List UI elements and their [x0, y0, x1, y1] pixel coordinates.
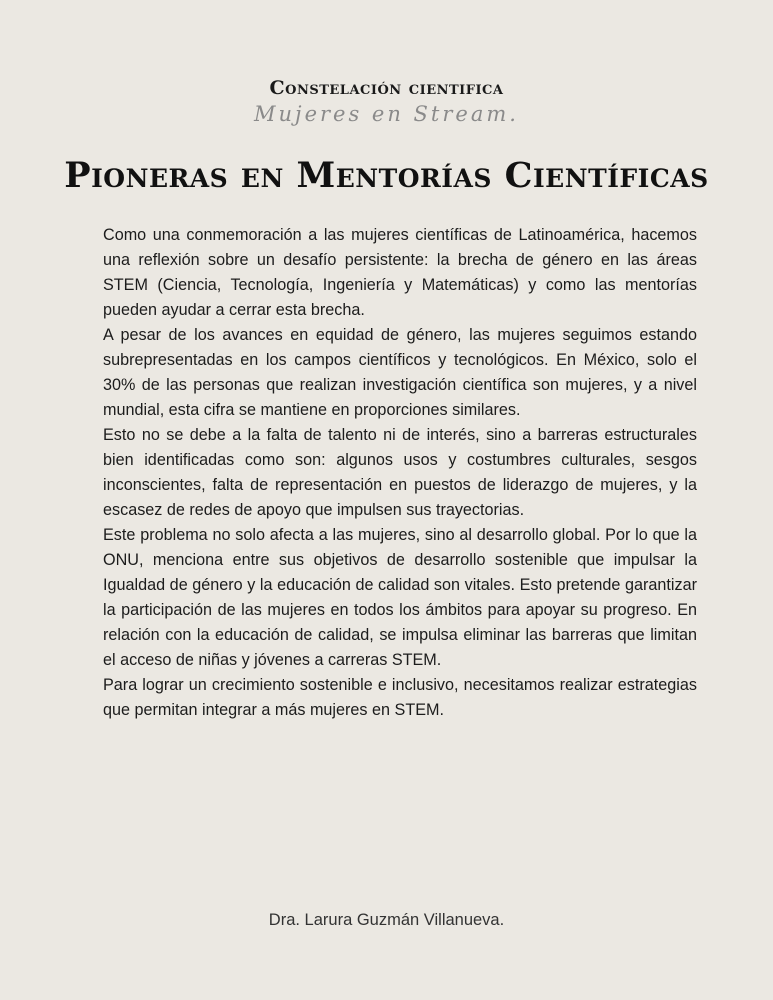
paragraph: Para lograr un crecimiento sostenible e inclusivo, necesitamos realizar estrategias que permitan integrar a más mujeres en STEM. — [103, 676, 697, 719]
document-header — [0, 76, 773, 128]
brand-name: Constelación cientifica — [269, 77, 504, 99]
tagline: Mujeres en Stream. — [254, 102, 519, 126]
author-signature: Dra. Larura Guzmán Villanueva. — [268, 911, 505, 929]
paragraph: A pesar de los avances en equidad de género, las mujeres seguimos estando subrepresentadas en los campos científicos y tecnológicos. En México, solo el 30% de las personas que realizan investigación científica son mujeres, y a nivel mundial, esta cifra se mantiene en proporciones similares. — [103, 326, 697, 419]
paragraph: Este problema no solo afecta a las mujeres, sino al desarrollo global. Por lo que la ONU, menciona entre sus objetivos de desarrollo sostenible que impulsar la Igualdad de género y la educación de calidad son vitales. Esto pretende garantizar la participación de las mujeres en todos los ámbitos para apoyar su progreso. En relación con la educación de calidad, se impulsa eliminar las barreras que limitan el acceso de niñas y jóvenes a carreras STEM. — [103, 526, 697, 669]
document-title: Pioneras en Mentorías Científicas — [64, 155, 709, 196]
paragraph: Esto no se debe a la falta de talento ni de interés, sino a barreras estructurales bien identificadas como son: algunos usos y costumbres culturales, sesgos inconscientes, falta de representación en puestos de liderazgo de mujeres, y la escasez de redes de apoyo que impulsen sus trayectorias. — [103, 426, 697, 519]
paragraph: Como una conmemoración a las mujeres científicas de Latinoamérica, hacemos una reflexión sobre un desafío persistente: la brecha de género en las áreas STEM (Ciencia, Tecnología, Ingeniería y Matemáticas) y como las mentorías pueden ayudar a cerrar esta brecha. — [103, 226, 697, 319]
document-body — [103, 223, 697, 723]
